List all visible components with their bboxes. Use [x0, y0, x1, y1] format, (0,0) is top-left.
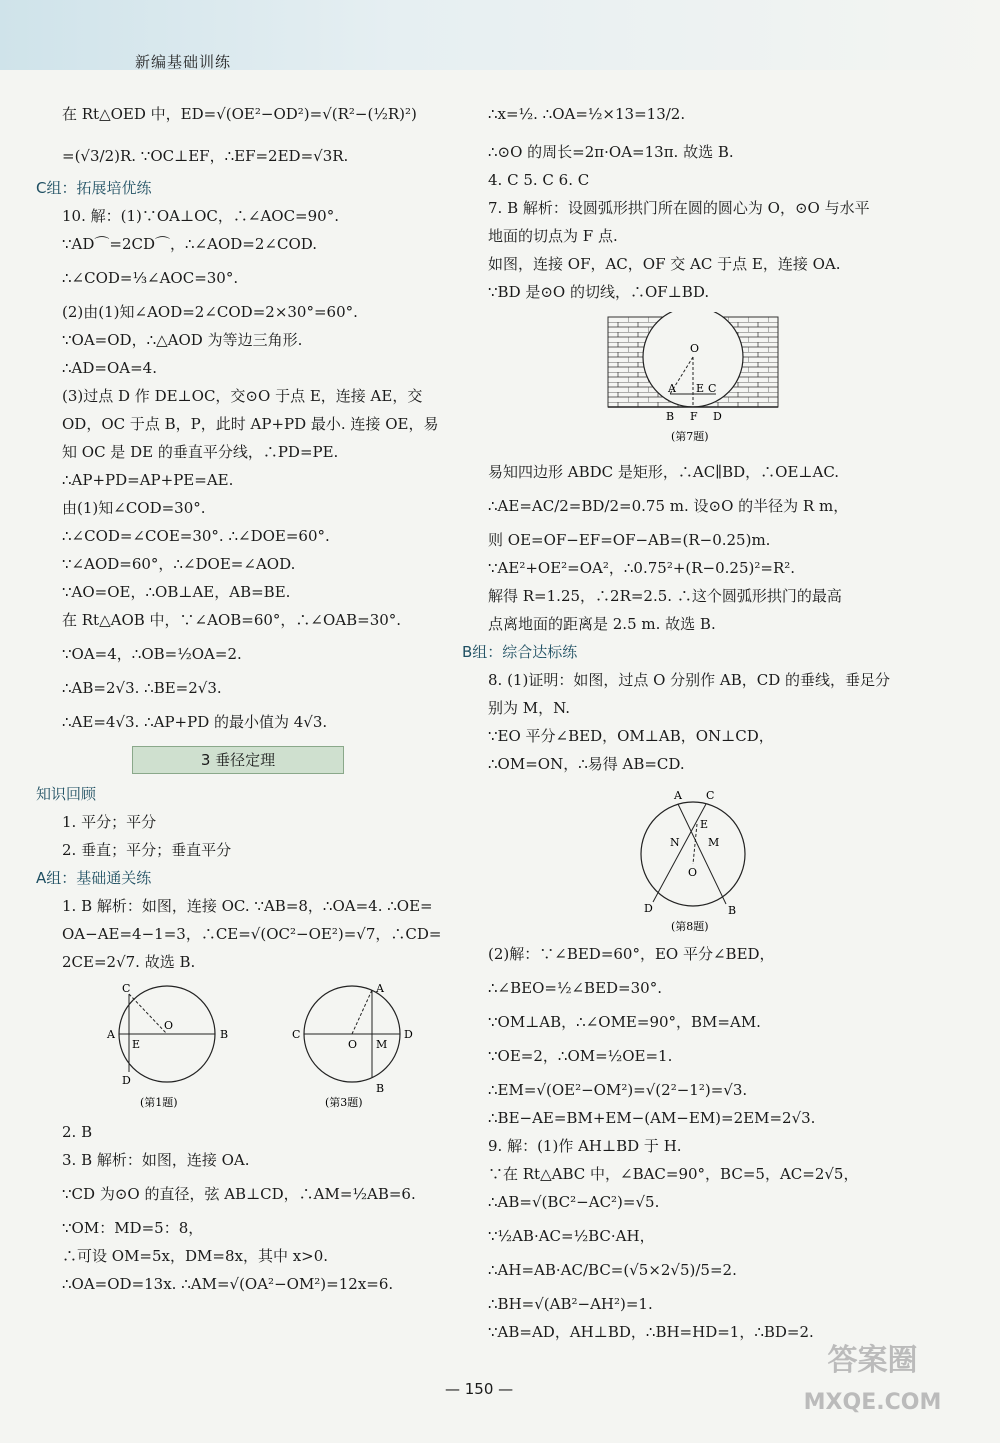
text-line: ∵EO 平分∠BED，OM⊥AB，ON⊥CD， [488, 727, 774, 745]
text-line: ∵AO=OE，∴OB⊥AE，AB=BE. [62, 583, 291, 601]
point-label: B [220, 1028, 229, 1041]
text-line: 则 OE=OF−EF=OF−AB=(R−0.25)m. [488, 531, 771, 549]
text-line: ∴AP+PD=AP+PE=AE. [62, 471, 234, 489]
point-label: A [668, 382, 676, 395]
right-column [462, 100, 908, 1346]
point-label: B [376, 1082, 385, 1095]
text-line: 10. 解：(1)∵OA⊥OC，∴∠AOC=90°. [62, 207, 339, 225]
text-line: ∵OM⊥AB，∴∠OME=90°，BM=AM. [488, 1013, 761, 1031]
text-line: 2. 垂直；平分；垂直平分 [62, 841, 232, 859]
point-label: D [122, 1074, 131, 1087]
point-label: C [706, 789, 715, 802]
text-line: ∴可设 OM=5x，DM=8x，其中 x>0. [62, 1247, 329, 1265]
text-line: ∴AE=4√3. ∴AP+PD 的最小值为 4√3. [62, 713, 328, 731]
text-line: ∴x=½. ∴OA=½×13=13/2. [488, 105, 686, 123]
section-heading: 知识回顾 [36, 785, 97, 803]
text-line: ∵½AB·AC=½BC·AH， [488, 1227, 655, 1245]
text-line: ∴BH=√(AB²−AH²)=1. [488, 1295, 653, 1313]
text-line: 7. B 解析：设圆弧形拱门所在圆的圆心为 O，⊙O 与水平 [488, 199, 870, 217]
text-line: 知 OC 是 DE 的垂直平分线，∴PD=PE. [62, 443, 339, 461]
text-line: 易知四边形 ABDC 是矩形，∴AC∥BD，∴OE⊥AC. [488, 463, 840, 481]
text-line: ∵BD 是⊙O 的切线，∴OF⊥BD. [488, 283, 710, 301]
point-label: M [376, 1038, 388, 1051]
text-line: 在 Rt△AOB 中，∵∠AOB=60°，∴∠OAB=30°. [62, 611, 402, 629]
text-line: ∵在 Rt△ABC 中，∠BAC=90°，BC=5，AC=2√5， [488, 1165, 859, 1183]
text-line: 在 Rt△OED 中，ED=√(OE²−OD²)=√(R²−(½R)²) [62, 105, 417, 123]
figure-caption: (第3题) [325, 1096, 363, 1109]
text-line: 3. B 解析：如图，连接 OA. [62, 1151, 250, 1169]
text-line: 如图，连接 OF，AC，OF 交 AC 于点 E，连接 OA. [488, 255, 841, 273]
point-label: D [404, 1028, 413, 1041]
text-line: 2CE=2√7. 故选 B. [62, 953, 196, 971]
radius-line [129, 994, 167, 1034]
radius-line [352, 990, 372, 1034]
text-line: 别为 M，N. [488, 699, 571, 717]
figure-3 [292, 982, 413, 1109]
text-line: 由(1)知∠COD=30°. [62, 499, 206, 517]
text-line: ∵AD⌒=2CD⌒，∴∠AOD=2∠COD. [62, 235, 318, 253]
text-line: ∵OA=OD，∴△AOD 为等边三角形. [62, 331, 303, 349]
text-line: ∴AB=√(BC²−AC²)=√5. [488, 1193, 660, 1211]
text-line: ∵AB=AD，AH⊥BD，∴BH=HD=1，∴BD=2. [488, 1323, 814, 1341]
text-line: ∴OA=OD=13x. ∴AM=√(OA²−OM²)=12x=6. [62, 1275, 394, 1293]
text-line: ∵OE=2，∴OM=½OE=1. [488, 1047, 673, 1065]
text-line: ∴EM=√(OE²−OM²)=√(2²−1²)=√3. [488, 1081, 748, 1099]
point-label: D [644, 902, 653, 915]
text-line: ∴∠COD=⅓∠AOC=30°. [62, 269, 239, 287]
point-label: B [666, 410, 675, 423]
point-label: N [670, 836, 680, 849]
brand-title: 新编基础训练 [135, 53, 232, 71]
section-heading: B组：综合达标练 [462, 643, 578, 661]
left-column [36, 100, 462, 1298]
text-line: (2)由(1)知∠AOD=2∠COD=2×30°=60°. [62, 303, 358, 321]
text-line: ∵OA=4，∴OB=½OA=2. [62, 645, 242, 663]
point-label: C [292, 1028, 301, 1041]
text-line: OD，OC 于点 B，P，此时 AP+PD 最小. 连接 OE，易 [62, 415, 439, 433]
figure-8 [488, 784, 908, 934]
point-label: A [107, 1028, 115, 1041]
text-line: (3)过点 D 作 DE⊥OC，交⊙O 于点 E，连接 AE，交 [62, 387, 423, 405]
text-line: 8. (1)证明：如图，过点 O 分别作 AB，CD 的垂线，垂足分 [488, 671, 891, 689]
watermark-text: MXQE.COM [803, 1390, 942, 1415]
point-label: E [700, 818, 709, 831]
text-line: OA−AE=4−1=3，∴CE=√(OC²−OE²)=√7，∴CD= [62, 925, 442, 943]
point-label: O [690, 342, 700, 355]
point-label: M [708, 836, 720, 849]
section-banner: 3 垂径定理 [132, 746, 344, 774]
figure-1 [106, 982, 228, 1109]
point-label: C [708, 382, 717, 395]
text-line: 4. C 5. C 6. C [488, 171, 590, 189]
chord-line [653, 804, 709, 902]
text-line: ∴AE=AC/2=BD/2=0.75 m. 设⊙O 的半径为 R m， [488, 497, 849, 515]
text-line: 2. B [62, 1123, 93, 1141]
text-line: ∵CD 为⊙O 的直径，弦 AB⊥CD，∴AM=½AB=6. [62, 1185, 416, 1203]
text-line: =(√3/2)R. ∵OC⊥EF，∴EF=2ED=√3R. [62, 147, 349, 165]
text-line: ∴∠BEO=½∠BED=30°. [488, 979, 662, 997]
text-line: ∵OM：MD=5：8， [62, 1219, 204, 1237]
text-line: 9. 解：(1)作 AH⊥BD 于 H. [488, 1137, 682, 1155]
text-line: 1. 平分；平分 [62, 813, 157, 831]
point-label: A [376, 982, 384, 995]
watermark-logo [760, 1340, 985, 1430]
text-line: ∴∠COD=∠COE=30°. ∴∠DOE=60°. [62, 527, 330, 545]
text-line: 1. B 解析：如图，连接 OC. ∵AB=8，∴OA=4. ∴OE= [62, 897, 433, 915]
figure-caption: (第8题) [671, 920, 709, 933]
text-line: (2)解：∵∠BED=60°，EO 平分∠BED， [488, 945, 775, 963]
point-label: C [122, 982, 131, 995]
text-line: ∴AH=AB·AC/BC=(√5×2√5)/5=2. [488, 1261, 737, 1279]
text-line: ∵∠AOD=60°，∴∠DOE=∠AOD. [62, 555, 296, 573]
point-label: E [696, 382, 705, 395]
text-line: ∴OM=ON，∴易得 AB=CD. [488, 755, 685, 773]
text-line: 地面的切点为 F 点. [488, 227, 618, 245]
text-line: ∴AB=2√3. ∴BE=2√3. [62, 679, 222, 697]
figure-1-and-3 [92, 982, 472, 1112]
point-label: E [132, 1038, 141, 1051]
text-line: ∵AE²+OE²=OA²，∴0.75²+(R−0.25)²=R². [488, 559, 796, 577]
page-number: — 150 — [445, 1380, 514, 1398]
figure-caption: (第7题) [671, 430, 709, 443]
figure-caption: (第1题) [140, 1096, 178, 1109]
section-heading: A组：基础通关练 [36, 869, 152, 887]
text-line: ∴AD=OA=4. [62, 359, 157, 377]
bisector-line [693, 824, 697, 864]
point-label: A [674, 789, 682, 802]
section-heading: C组：拓展培优练 [36, 179, 152, 197]
point-label: O [164, 1019, 174, 1032]
text-line: 解得 R=1.25，∴2R=2.5. ∴这个圆弧形拱门的最高 [488, 587, 842, 605]
text-line: ∴⊙O 的周长=2π·OA=13π. 故选 B. [488, 143, 734, 161]
text-line: 点离地面的距离是 2.5 m. 故选 B. [488, 615, 716, 633]
point-label: B [728, 904, 737, 917]
point-label: O [348, 1038, 358, 1051]
text-line: ∴BE−AE=BM+EM−(AM−EM)=2EM=2√3. [488, 1109, 816, 1127]
point-label: D [713, 410, 722, 423]
figure-7 [488, 312, 908, 452]
circle-shape [641, 802, 745, 906]
watermark-text: 答案圈 [827, 1343, 918, 1378]
point-label: O [688, 866, 698, 879]
point-label: F [690, 410, 698, 423]
